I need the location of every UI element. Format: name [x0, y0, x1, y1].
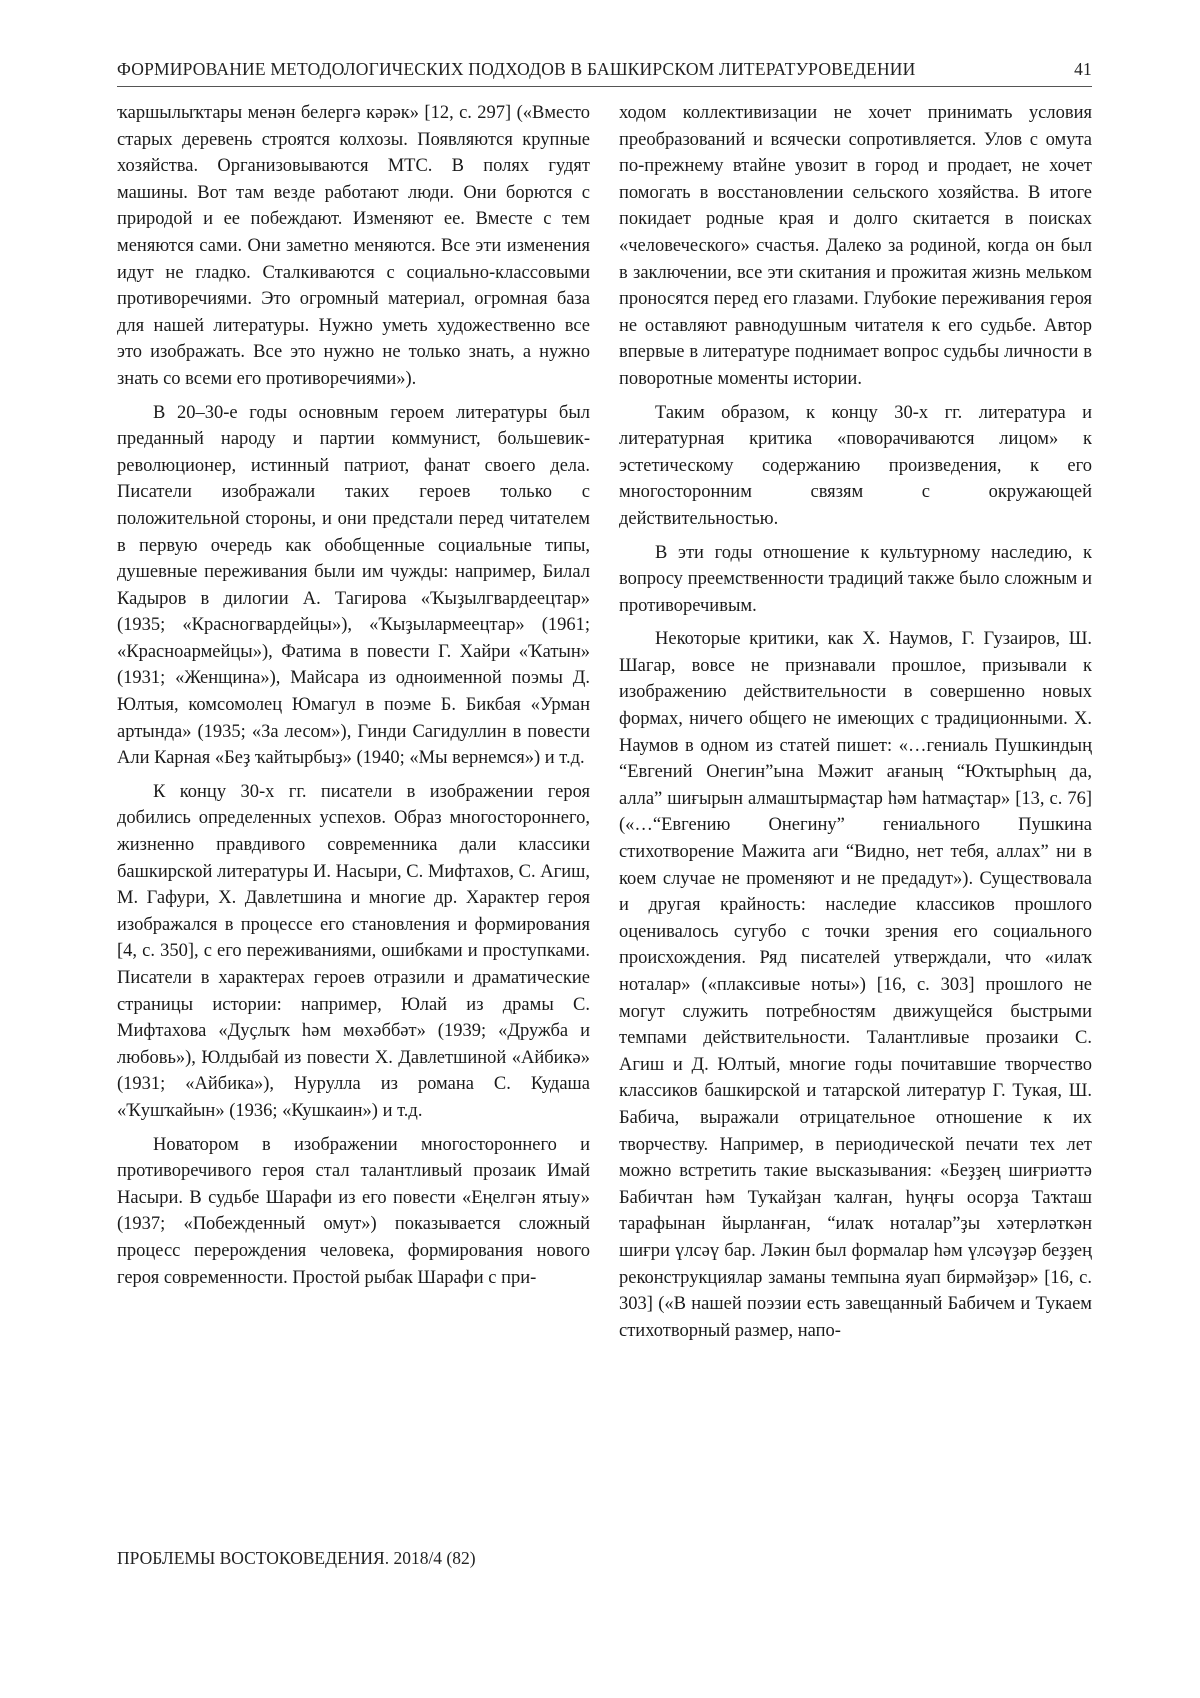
paragraph: К концу 30-х гг. писатели в изображении героя добились определенных успехов. Образ многостороннего, жизненно правдивого современника дали классики башкирской литературы И. Насыри, С. Мифтахов, С. Агиш, М. Гафури, Х. Давлетшина и многие др. Характер героя изображался в процессе его становления и формирования [4, с. 350], с его переживаниями, ошибками и проступками. Писатели в характерах героев отразили и драматические страницы истории: например, Юлай из драмы С. Мифтахова «Дуҫлыҡ һәм мөхәббәт» (1939; «Дружба и любовь»), Юлдыбай из повести Х. Давлетшиной «Айбикә» (1931; «Айбика»), Нурулла из романа С. Кудаша «Ҡушҡайын» (1936; «Кушкаин») и т.д. [117, 781, 590, 1121]
paragraph: Некоторые критики, как Х. Наумов, Г. Гузаиров, Ш. Шагар, вовсе не признавали прошлое, призывали к изображению действительности в совершенно новых формах, ничего общего не имеющих с традиционными. Х. Наумов в одном из статей пишет: «…гениаль Пушкиндың “Евгений Онегин”ына Мәжит ағаның “Юҡтырһың да, алла” шиғырын алмаштырмаҫтар һәм һатмаҫтар» [13, с. 76] («…“Евгению Онегину” гениального Пушкина стихотворение Мажита аги “Видно, нет тебя, аллах” ни в коем случае не променяют и не предадут»). Существовала и другая крайность: наследие классиков прошлого оценивалось сугубо с точки зрения его социального происхождения. Ряд писателей утверждали, что «илаҡ ноталар» («плаксивые ноты») [16, с. 303] прошлого не могут служить потребностям движущейся быстрыми темпами действительности. Талантливые прозаики С. Агиш и Д. Юлтый, многие годы почитавшие творчество классиков башкирской и татарской литератур Г. Тукая, Ш. Бабича, выражали отрицательное отношение к их творчеству. Например, в периодической печати тех лет можно встретить такие высказывания: «Беҙҙең шиғриәттә Бабичтан һәм Туҡайҙан ҡалған, һуңғы осорҙа Таҡташ тарафынан йырланған, “илаҡ ноталар”ҙы хәтерләткән шиғри үлсәү бар. Ләкин был формалар һәм үлсәүҙәр беҙҙең реконструкциялар заманы темпына яуап бирмәйҙәр» [16, с. 303] («В нашей поэзии есть завещанный Бабичем и Тукаем стихотворный размер, напо- [619, 629, 1092, 1341]
header-rule [117, 86, 1092, 87]
paragraph: ҡаршылыҡтары менән белергә кәрәк» [12, с. 297] («Вместо старых деревень строятся колхозы. Появляются крупные хозяйства. Организовываются МТС. В полях гудят машины. Вот там везде работают люди. Они борются с природой и ее побеждают. Изменяют ее. Вместе с тем меняются сами. Они заметно меняются. Все эти изменения идут не гладко. Сталкиваются с социально-классовыми противоречиями. Это огромный материал, огромная база для нашей литературы. Нужно уметь художественно все это изображать. Все это нужно не только знать, а нужно знать со всеми его противоречиями»). [117, 103, 590, 389]
paragraph: Новатором в изображении многостороннего и противоречивого героя стал талантливый прозаик Имай Насыри. В судьбе Шарафи из его повести «Еңелгән ятыу» (1937; «Побежденный омут») показывается сложный процесс перерождения человека, формирования нового героя современности. Простой рыбак Шарафи с при- [117, 1134, 590, 1288]
paragraph: Таким образом, к концу 30-х гг. литература и литературная критика «поворачиваются лицом» к эстетическому содержанию произведения, к его многосторонним связям с окружающей действительностью. [619, 402, 1092, 529]
paragraph: В 20–30-е годы основным героем литературы был преданный народу и партии коммунист, большевик-революционер, истинный патриот, фанат своего дела. Писатели изображали таких героев только с положительной стороны, и они предстали перед читателем в первую очередь как обобщенные социальные типы, душевные переживания были им чужды: например, Билал Кадыров в дилогии А. Тагирова «Ҡыҙылгвардеецтар» (1935; «Красногвардейцы»), «Ҡыҙылармеецтар» (1961; «Красноармейцы»), Фатима в повести Г. Хайри «Ҡатын» (1931; «Женщина»), Майсара из одноименной поэмы Д. Юлтыя, комсомолец Юмагул в поэме Б. Бикбая «Урман артында» (1935; «За лесом»), Гинди Сагидуллин в повести Али Карная «Беҙ ҡайтырбыҙ» (1940; «Мы вернемся») и т.д. [117, 402, 590, 769]
page-number: 41 [1074, 59, 1092, 79]
right-column [619, 100, 1092, 1351]
journal-footer: ПРОБЛЕМЫ ВОСТОКОВЕДЕНИЯ. 2018/4 (82) [117, 1548, 476, 1568]
paragraph: ходом коллективизации не хочет принимать условия преобразований и всячески сопротивляется. Улов с омута по-прежнему втайне увозит в город и продает, не хочет помогать в восстановлении сельского хозяйства. В итоге покидает родные края и долго скитается в поисках «человеческого» счастья. Далеко за родиной, когда он был в заключении, все эти скитания и прожитая жизнь мельком проносятся перед его глазами. Глубокие переживания героя не оставляют равнодушным читателя к его судьбе. Автор впервые в литературе поднимает вопрос судьбы личности в поворотные моменты истории. [619, 103, 1092, 389]
running-title: ФОРМИРОВАНИЕ МЕТОДОЛОГИЧЕСКИХ ПОДХОДОВ В БАШКИРСКОМ ЛИТЕРАТУРОВЕДЕНИИ [117, 59, 916, 79]
left-column [117, 100, 590, 1298]
paragraph: В эти годы отношение к культурному наследию, к вопросу преемственности традиций также было сложным и противоречивым. [619, 542, 1092, 616]
